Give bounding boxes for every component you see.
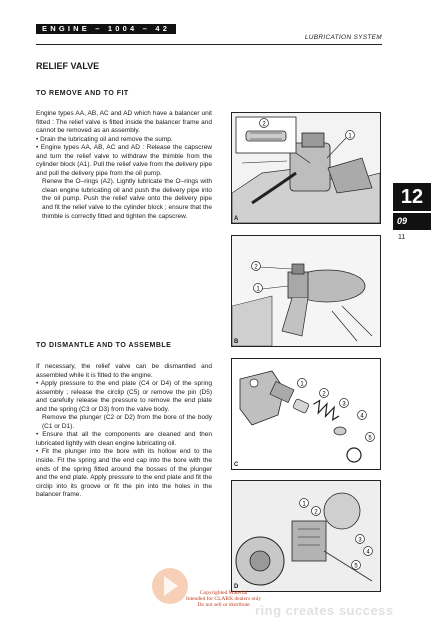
paragraph: • Fit the plunger into the bore with its hollow end to the inside. Fit the spring and the end cap into the bore with the ends of the spring fitted around the bosses of the plunger and the end plate. Apply pressure to the end plate and fit the circlip into its groove or fit the pin into the holes in the balancer frame. — [36, 448, 212, 499]
callout-1: 1 — [256, 286, 260, 293]
figure-d-illustration — [232, 481, 380, 591]
paragraph: Renew the O–rings (A2). Lightly lubricate the O–rings with clean engine lubricating oil and push the delivery pipe into the oil pump. Push the relief valve onto the delivery pipe and fit the relief valve to the cylinder block ; ensure that the thimble is correctly fitted and tighten the capscrew. — [42, 178, 212, 220]
watermark-line: Copyrighted Material — [199, 590, 248, 596]
dismantle-heading: TO DISMANTLE AND TO ASSEMBLE — [36, 342, 172, 349]
figure-d — [231, 480, 381, 592]
watermark-text — [186, 590, 261, 608]
figure-label: B — [234, 339, 239, 345]
remove-fit-text — [36, 110, 212, 221]
callout-2: 2 — [254, 264, 258, 271]
chapter-tab: 12 — [393, 183, 431, 211]
callout-2: 2 — [262, 121, 266, 128]
header-bar — [36, 24, 176, 34]
paragraph: • Ensure that all the components are cleaned and then lubricated lightly with clean engine lubricating oil. — [36, 431, 212, 447]
figure-b — [231, 235, 381, 347]
page-number: 11 — [398, 234, 406, 241]
callout-3: 3 — [342, 401, 346, 408]
callout-4: 4 — [366, 549, 370, 556]
figure-a — [231, 112, 381, 224]
figure-c — [231, 358, 381, 470]
paragraph: • Engine types AA, AB, AC and AD : Release the capscrew and turn the relief valve to withdraw the thimble from the cylinder block (A1). Pull the relief valve from the delivery pipe and pull the delivery pipe from the oil pump. — [36, 144, 212, 177]
figure-label: D — [234, 584, 239, 590]
remove-fit-heading: TO REMOVE AND TO FIT — [36, 90, 129, 97]
figure-label: A — [234, 216, 239, 222]
callout-1: 1 — [300, 381, 304, 388]
header-section-title: LUBRICATION SYSTEM — [304, 34, 382, 41]
paragraph: • Apply pressure to the end plate (C4 or D4) of the spring assembly ; release the circlip (C5) or remove the pin (D5) and carefully release the pressure to remove the end plate and the spring (C3 or D3) from the valve body. — [36, 380, 212, 413]
callout-1: 1 — [348, 133, 352, 140]
figure-b-illustration — [232, 236, 380, 346]
callout-1: 1 — [302, 501, 306, 508]
header-divider — [36, 44, 382, 45]
paragraph: Engine types AA, AB, AC and AD which have a balancer unit fitted : The relief valve is fitted inside the balancer frame and cannot be removed as an assembly. — [36, 110, 212, 135]
callout-5: 5 — [368, 435, 372, 442]
watermark-logo-icon — [150, 566, 190, 606]
paragraph: Remove the plunger (C2 or D2) from the bore of the body (C1 or D1). — [42, 414, 212, 430]
figure-c-illustration — [232, 359, 380, 469]
page-title: RELIEF VALVE — [36, 61, 100, 71]
callout-4: 4 — [360, 413, 364, 420]
watermark-line: Do not sell or distribute — [197, 602, 250, 608]
callout-3: 3 — [358, 537, 362, 544]
header-bar-text: ENGINE – 1004 – 42 — [42, 24, 171, 33]
callout-2: 2 — [314, 509, 318, 516]
watermark-line: Intended for CLARK dealers only — [186, 596, 262, 602]
callout-2: 2 — [322, 391, 326, 398]
paragraph: If necessary, the relief valve can be dismantled and assembled while it is fitted to the engine. — [36, 363, 212, 379]
callout-5: 5 — [354, 563, 358, 570]
paragraph: • Drain the lubricating oil and remove the sump. — [36, 135, 173, 143]
figure-label: C — [234, 462, 239, 468]
figure-a-illustration — [232, 113, 380, 223]
dismantle-text — [36, 363, 212, 500]
chapter-subtab: 09 — [393, 213, 431, 230]
watermark-slogan: ring creates success — [255, 603, 394, 618]
